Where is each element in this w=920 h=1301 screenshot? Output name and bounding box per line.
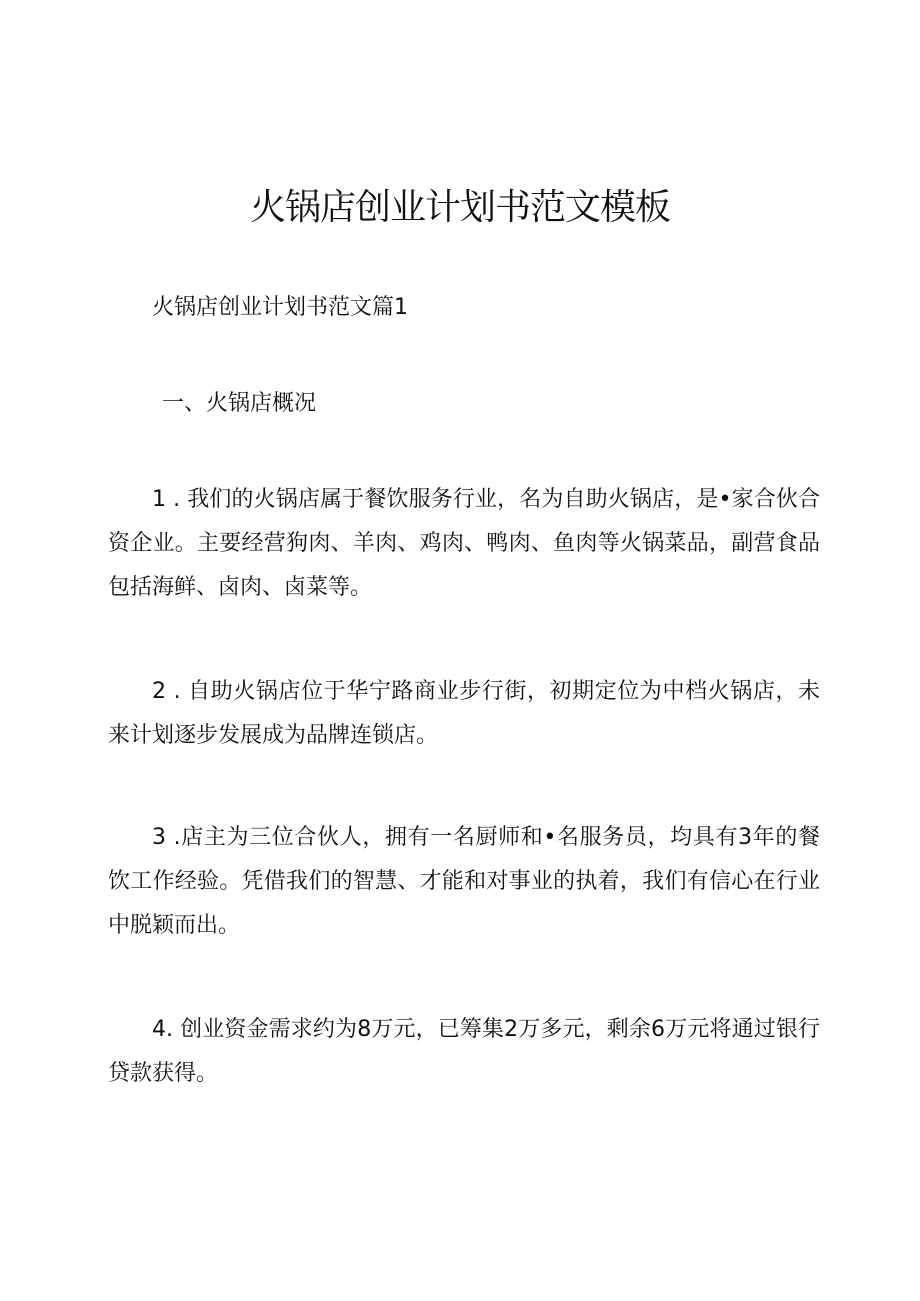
- section-heading: 一、火锅店概况: [162, 391, 317, 416]
- paragraph-4: 4. 创业资金需求约为8万元，已筹集2万多元，剩余6万元将通过银行贷款获得。: [108, 1017, 820, 1086]
- document-subtitle: 火锅店创业计划书范文篇1: [152, 295, 408, 320]
- paragraph-1: 1 . 我们的火锅店属于餐饮服务行业，名为自助火锅店，是•家合伙合资企业。主要经营狗肉、羊肉、鸡肉、鸭肉、鱼肉等火锅菜品，副营食品包括海鲜、卤肉、卤菜等。: [108, 487, 820, 600]
- document-title: 火锅店创业计划书范文模板: [249, 187, 670, 228]
- paragraph-3: 3 .店主为三位合伙人，拥有一名厨师和•名服务员，均具有3年的餐饮工作经验。凭借我们的智慧、才能和对事业的执着，我们有信心在行业中脱颖而出。: [108, 825, 820, 938]
- paragraph-2: 2 . 自助火锅店位于华宁路商业步行街，初期定位为中档火锅店，未来计划逐步发展成为品牌连锁店。: [108, 679, 820, 748]
